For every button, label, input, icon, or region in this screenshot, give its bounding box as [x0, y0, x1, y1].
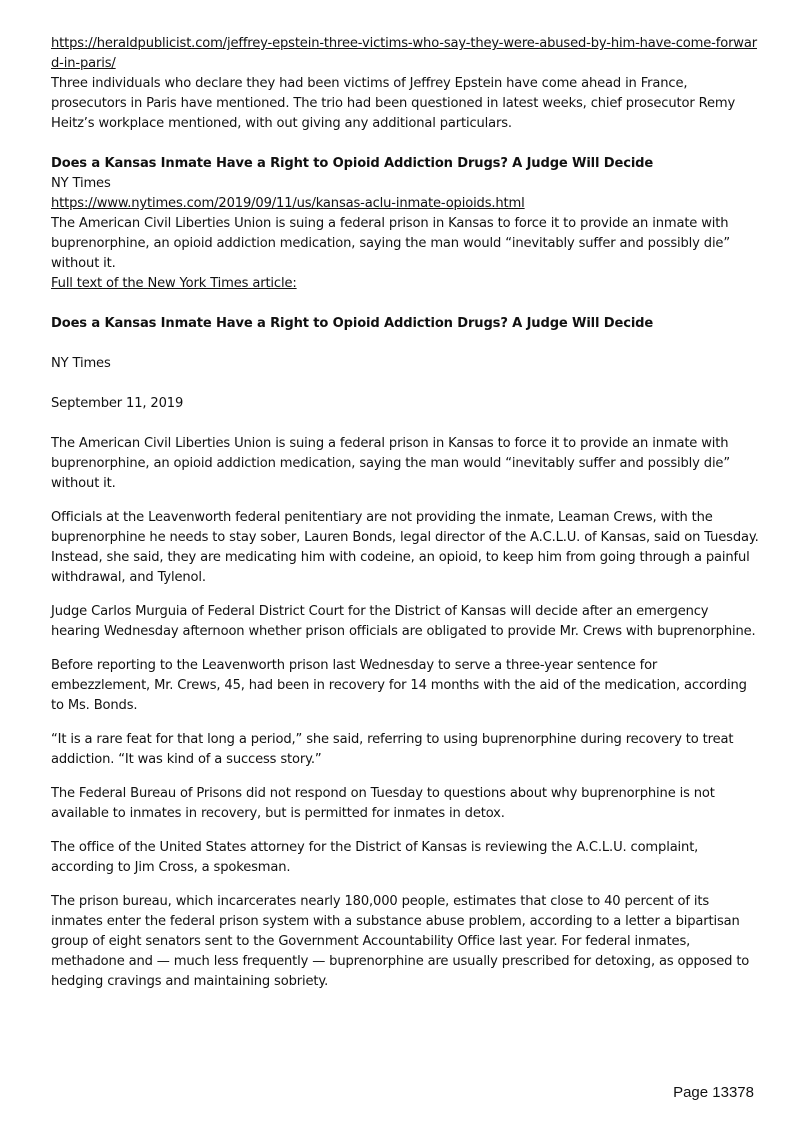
document-page — [51, 34, 759, 1006]
page-number: Page 13378 — [673, 1084, 754, 1101]
full-text-title: Does a Kansas Inmate Have a Right to Opioid Addiction Drugs? A Judge Will Decide — [51, 316, 654, 331]
body-paragraph: The Federal Bureau of Prisons did not respond on Tuesday to questions about why buprenorphine is not available to inmates in recovery, but is permitted for inmates in detox. — [51, 786, 715, 821]
body-paragraph: The office of the United States attorney for the District of Kansas is reviewing the A.C.L.U. complaint, according to Jim Cross, a spokesman. — [51, 840, 699, 875]
article-summary-nyt: The American Civil Liberties Union is suing a federal prison in Kansas to force it to provide an inmate with buprenorphine, an opioid addiction medication, saying the man would “inevitably suffer and possibly die” without it. — [51, 216, 730, 271]
body-paragraph: Before reporting to the Leavenworth prison last Wednesday to serve a three-year sentence for embezzlement, Mr. Crews, 45, had been in recovery for 14 months with the aid of the medication, according to Ms. Bonds. — [51, 658, 747, 713]
article-link-nyt[interactable]: https://www.nytimes.com/2019/09/11/us/kansas-aclu-inmate-opioids.html — [51, 196, 525, 211]
article-source-nyt: NY Times — [51, 176, 111, 191]
body-paragraph: The American Civil Liberties Union is suing a federal prison in Kansas to force it to provide an inmate with buprenorphine, an opioid addiction medication, saying the man would “inevitably suffer and possibly die” without it. — [51, 436, 730, 491]
body-paragraph: The prison bureau, which incarcerates nearly 180,000 people, estimates that close to 40 percent of its inmates enter the federal prison system with a substance abuse problem, according to a letter a bipartisan group of eight senators sent to the Government Accountability Office last year. For federal inmates, methadone and — much less frequently — buprenorphine are usually prescribed for detoxing, as opposed to hedging cravings and maintaining sobriety. — [51, 894, 750, 989]
full-text-label: Full text of the New York Times article: — [51, 276, 297, 291]
body-paragraph: Officials at the Leavenworth federal penitentiary are not providing the inmate, Leaman Crews, with the buprenorphine he needs to stay sober, Lauren Bonds, legal director of the A.C.L.U. of Kansas, said on Tuesday. Instead, she said, they are medicating him with codeine, an opioid, to keep him from going through a painful withdrawal, and Tylenol. — [51, 510, 759, 585]
full-text-date: September 11, 2019 — [51, 396, 184, 411]
full-text-source: NY Times — [51, 356, 111, 371]
body-paragraph: “It is a rare feat for that long a period,” she said, referring to using buprenorphine during recovery to treat addiction. “It was kind of a success story.” — [51, 732, 734, 767]
body-paragraph: Judge Carlos Murguia of Federal District Court for the District of Kansas will decide after an emergency hearing Wednesday afternoon whether prison officials are obligated to provide Mr. Crews with buprenorphine. — [51, 604, 756, 639]
article-link-herald[interactable]: https://heraldpublicist.com/jeffrey-epstein-three-victims-who-say-they-were-abused-by-him-have-come-forward-in-paris/ — [51, 36, 757, 71]
article-title-nyt: Does a Kansas Inmate Have a Right to Opioid Addiction Drugs? A Judge Will Decide — [51, 156, 654, 171]
article-summary-herald: Three individuals who declare they had been victims of Jeffrey Epstein have come ahead in France, prosecutors in Paris have mentioned. The trio had been questioned in latest weeks, chief prosecutor Remy Heitz’s workplace mentioned, with out giving any additional particulars. — [51, 76, 736, 131]
